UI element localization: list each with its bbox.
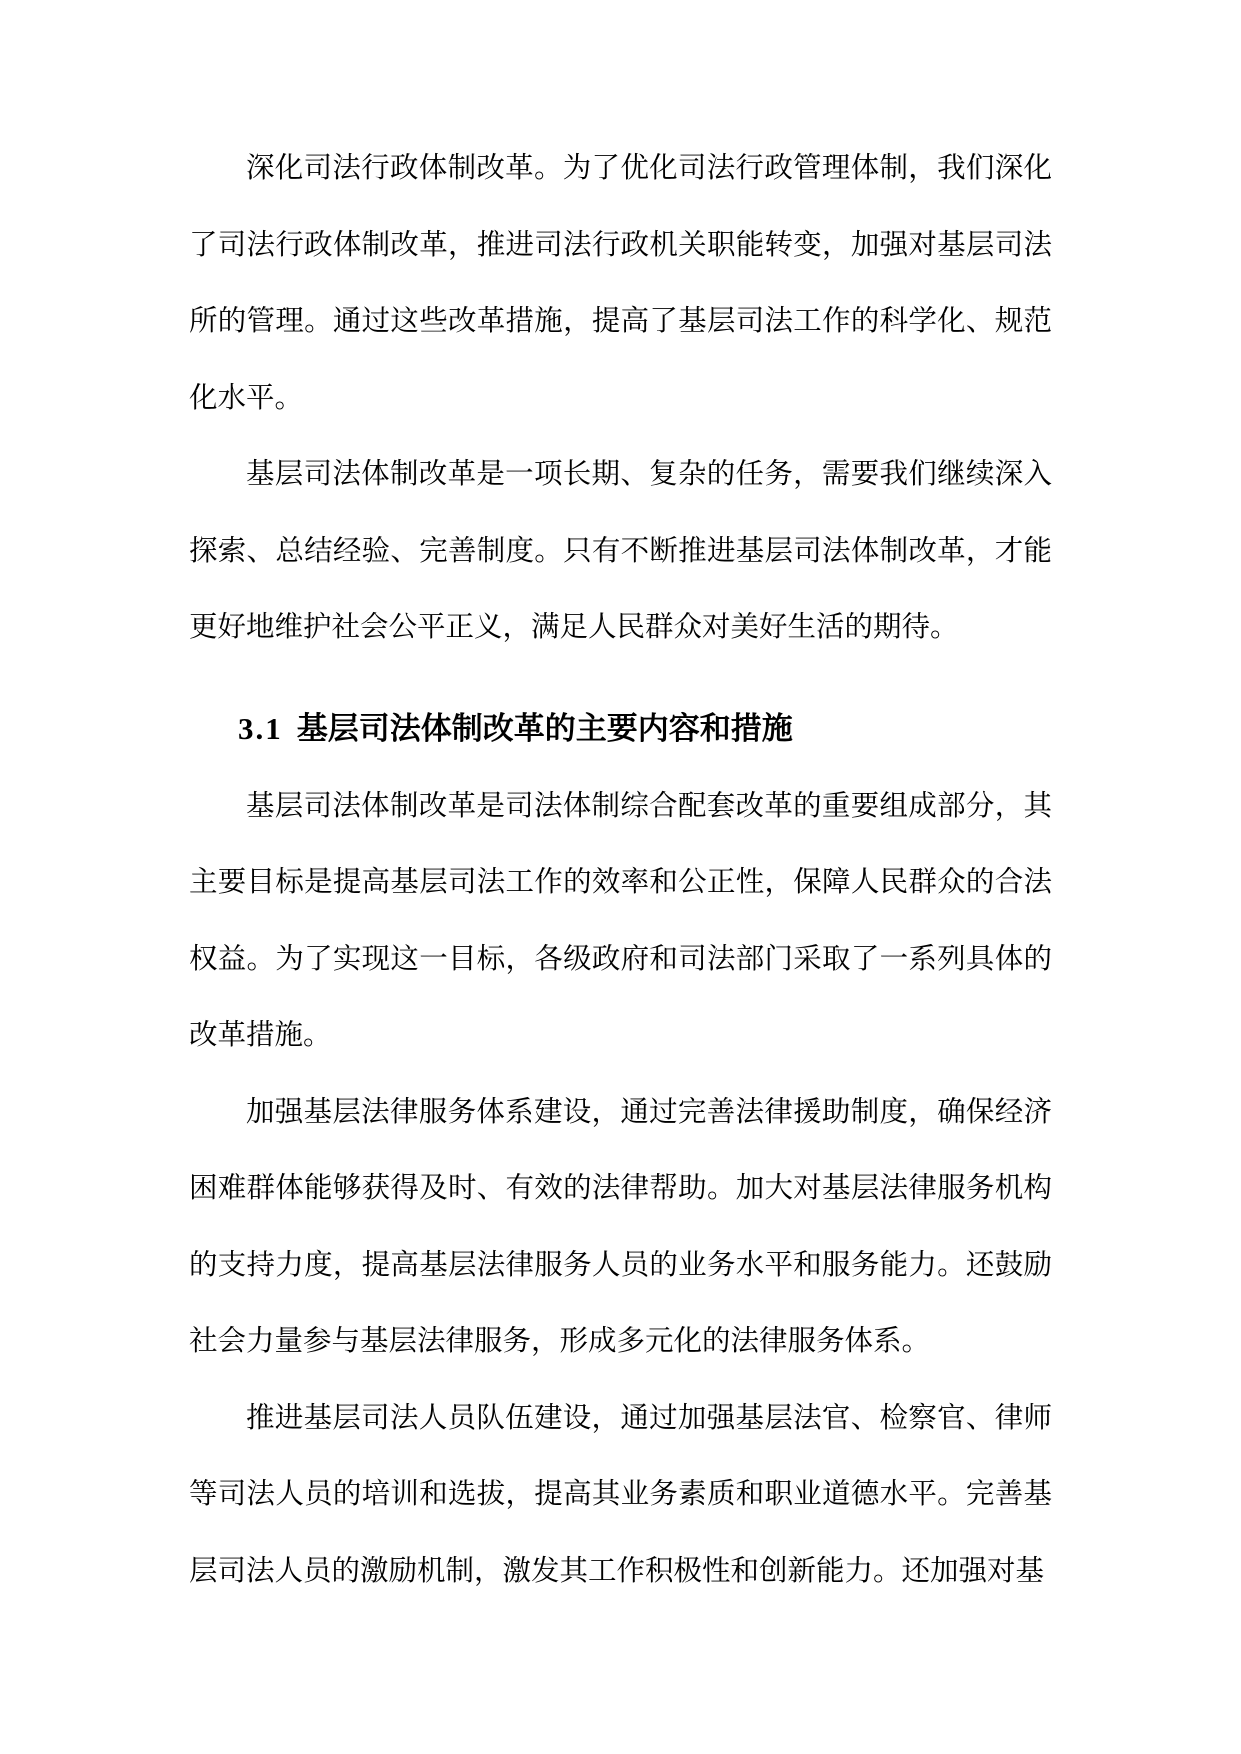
section-number: 3.1	[238, 710, 283, 746]
document-body	[189, 131, 1052, 1610]
paragraph-longterm-task: 基层司法体制改革是一项长期、复杂的任务，需要我们继续深入探索、总结经验、完善制度。只有不断推进基层司法体制改革，才能更好地维护社会公平正义，满足人民群众对美好生活的期待。	[189, 459, 1052, 643]
paragraph-legal-service-system: 加强基层法律服务体系建设，通过完善法律援助制度，确保经济困难群体能够获得及时、有效的法律帮助。加大对基层法律服务机构的支持力度，提高基层法律服务人员的业务水平和服务能力。还鼓励社会力量参与基层法律服务，形成多元化的法律服务体系。	[189, 1096, 1052, 1357]
section-heading-text: 基层司法体制改革的主要内容和措施	[296, 710, 793, 746]
paragraph-personnel-building: 推进基层司法人员队伍建设，通过加强基层法官、检察官、律师等司法人员的培训和选拔，提高其业务素质和职业道德水平。完善基层司法人员的激励机制，激发其工作积极性和创新能力。还加强对基	[189, 1402, 1052, 1587]
paragraph-reform-goals: 基层司法体制改革是司法体制综合配套改革的重要组成部分，其主要目标是提高基层司法工作的效率和公正性，保障人民群众的合法权益。为了实现这一目标，各级政府和司法部门采取了一系列具体的改革措施。	[189, 790, 1052, 1051]
paragraph-judicial-admin-reform: 深化司法行政体制改革。为了优化司法行政管理体制，我们深化了司法行政体制改革，推进司法行政机关职能转变，加强对基层司法所的管理。通过这些改革措施，提高了基层司法工作的科学化、规范化水平。	[189, 153, 1052, 414]
section-heading	[189, 689, 1052, 769]
